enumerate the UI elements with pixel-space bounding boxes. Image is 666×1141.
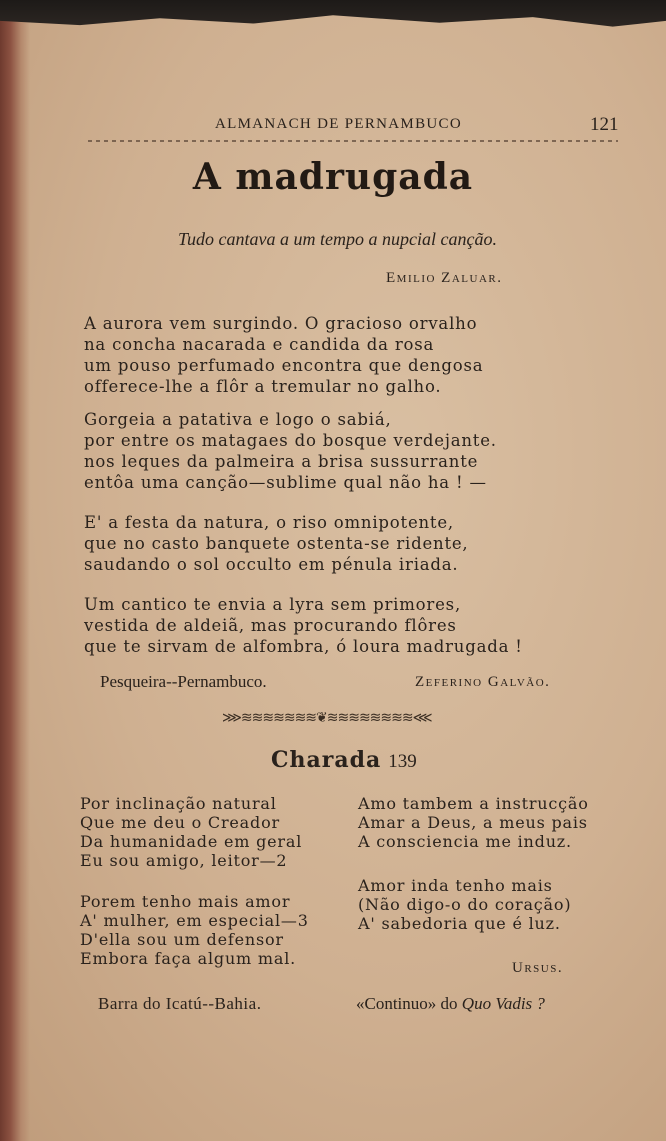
poem-line: offerece-lhe a flôr a tremular no galho.: [84, 377, 442, 396]
charada-line: Eu sou amigo, leitor—2: [80, 851, 288, 870]
charada-line: Porem tenho mais amor: [80, 892, 291, 911]
poem-line: Gorgeia a patativa e logo o sabiá,: [84, 410, 392, 429]
poem-line: nos leques da palmeira a brisa sussurrante: [84, 452, 479, 471]
charada-left-stanza-1: [80, 794, 302, 870]
poem-title: A madrugada: [192, 156, 474, 198]
poem-line: um pouso perfumado encontra que dengosa: [84, 356, 484, 375]
charada-line: Embora faça algum mal.: [80, 949, 297, 968]
poem-line: que te sirvam de alfombra, ó loura madrugada !: [84, 637, 523, 656]
charada-signature: Ursus.: [512, 960, 564, 976]
charada-heading: [271, 747, 417, 773]
poem-line: por entre os matagaes do bosque verdejante.: [84, 431, 497, 450]
poem-line: saudando o sol occulto em pénula iriada.: [84, 555, 459, 574]
poem-line: entôa uma canção—sublime qual não ha ! —: [84, 473, 487, 492]
charada-line: A' sabedoria que é luz.: [358, 914, 561, 933]
continuation-prefix: «Continuo» do: [356, 994, 458, 1013]
poem-stanza-1: [84, 313, 483, 397]
charada-line: A' mulher, em especial—3: [80, 911, 309, 930]
poem-line: vestida de aldeiã, mas procurando flôres: [84, 616, 457, 635]
charada-right-stanza-1: [358, 794, 589, 851]
poem-line: E' a festa da natura, o riso omnipotente,: [84, 513, 454, 532]
charada-line: Por inclinação natural: [80, 794, 277, 813]
poem-line: A aurora vem surgindo. O gracioso orvalho: [84, 314, 478, 333]
continuation-title: Quo Vadis ?: [461, 994, 545, 1013]
poem-stanza-4: [84, 594, 523, 657]
continuation-note: [356, 994, 545, 1014]
poem-stanza-2: [84, 409, 497, 493]
charada-line: A consciencia me induz.: [358, 832, 572, 851]
charada-place: Barra do Icatú--Bahia.: [98, 994, 262, 1013]
section-ornament: ⋙≋≋≋≋≋≋≋❦≋≋≋≋≋≋≋≋⋘: [222, 710, 432, 726]
epigraph-author: Emilio Zaluar.: [386, 270, 503, 286]
charada-line: (Não digo-o do coração): [358, 895, 572, 914]
charada-line: Amor inda tenho mais: [358, 876, 553, 895]
torn-top-edge: [0, 0, 666, 38]
charada-line: Amar a Deus, a meus pais: [358, 813, 588, 832]
running-header: ALMANACH DE PERNAMBUCO: [215, 116, 462, 132]
charada-line: Amo tambem a instrucção: [358, 794, 589, 813]
header-rule: [88, 136, 618, 146]
charada-line: D'ella sou um defensor: [80, 930, 284, 949]
charada-number: 139: [388, 751, 417, 772]
page-number: 121: [590, 114, 619, 135]
poem-epigraph: Tudo cantava a um tempo a nupcial canção.: [178, 229, 497, 249]
poem-author: Zeferino Galvão.: [415, 674, 551, 690]
charada-right-stanza-2: [358, 876, 571, 933]
poem-stanza-3: [84, 512, 468, 575]
poem-line: Um cantico te envia a lyra sem primores,: [84, 595, 461, 614]
charada-title: Charada: [271, 747, 382, 773]
charada-line: Que me deu o Creador: [80, 813, 280, 832]
charada-line: Da humanidade em geral: [80, 832, 303, 851]
charada-left-stanza-2: [80, 892, 309, 968]
poem-line: na concha nacarada e candida da rosa: [84, 335, 435, 354]
poem-place: Pesqueira--Pernambuco.: [100, 672, 267, 691]
poem-line: que no casto banquete ostenta-se ridente,: [84, 534, 469, 553]
